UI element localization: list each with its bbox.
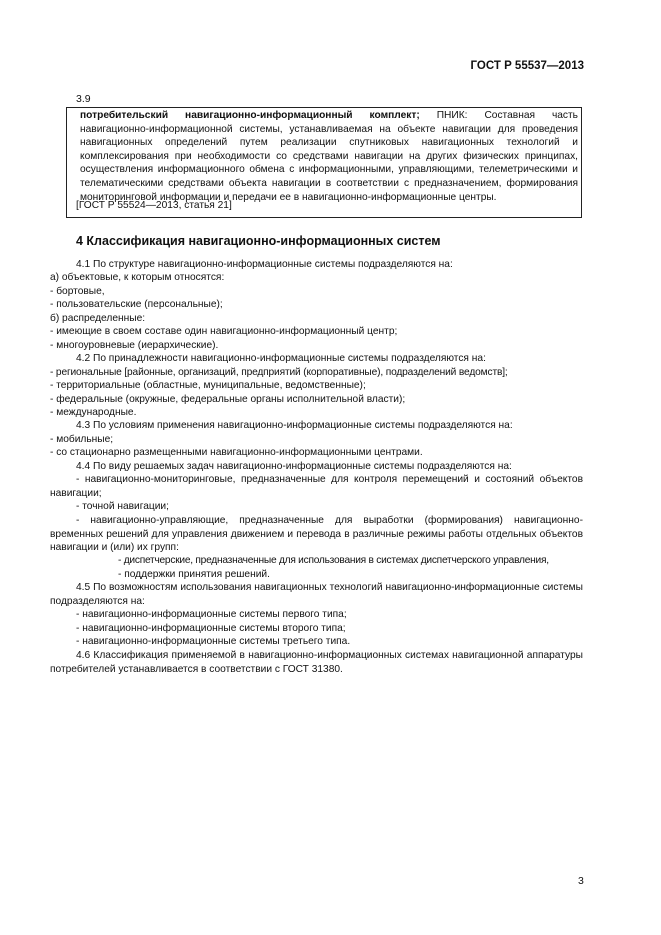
paragraph-line: - региональные [районные, организаций, предприятий (корпоративные), подразделений ведомств]; [50,367,508,378]
page-number: 3 [578,875,584,887]
paragraph-line: - навигационно-информационные системы первого типа; [76,609,347,620]
paragraph-line: - федеральные (окружные, федеральные органы исполнительной власти); [50,394,406,405]
paragraph-line: - территориальные (областные, муниципальные, ведомственные); [50,380,366,391]
paragraph-block: - навигационно-мониторинговые, предназначенные для контроля перемещений и состояний объектов навигации; [50,474,583,499]
paragraph-line: а) объектовые, к которым относятся: [50,272,225,283]
definition-number: 3.9 [76,93,91,105]
paragraph-line: - навигационно-информационные системы второго типа; [76,623,346,634]
paragraph-line: - имеющие в своем составе один навигационно-информационный центр; [50,326,398,337]
paragraph-line: 4.2 По принадлежности навигационно-информационные системы подразделяются на: [76,353,486,364]
section-title: 4 Классификация навигационно-информационных систем [76,234,441,248]
definition-term: потребительский навигационно-информационный комплект; [80,110,420,121]
paragraph-line: - многоуровневые (иерархические). [50,340,219,351]
paragraph-line: - со стационарно размещенными навигационно-информационными центрами. [50,447,423,458]
paragraph-line: - диспетчерские, предназначенные для использования в системах диспетчерского управления, [118,555,549,566]
paragraph-block: 4.6 Классификация применяемой в навигационно-информационных системах навигационной аппаратуры потребителей устанавливается в соответствии с ГОСТ 31380. [50,650,583,675]
paragraph-line: 4.4 По виду решаемых задач навигационно-информационные системы подразделяются на: [76,461,512,472]
paragraph-line: - бортовые, [50,286,105,297]
paragraph-block: - навигационно-управляющие, предназначенные для выработки (формирования) навигационно-временных решений для управления движением и перевода в различные режимы работы отдельных объектов навигации и (или) их групп: [50,515,583,553]
paragraph-line: б) распределенные: [50,313,146,324]
paragraph-line: 4.3 По условиям применения навигационно-информационные системы подразделяются на: [76,420,513,431]
paragraph-line: - пользовательские (персональные); [50,299,223,310]
definition-body: ПНИК: Составная часть навигационно-информационной системы, устанавливаемая на объекте навигации для проведения навигационных определений путем реализации спутниковых навигационных технологий и комплексирования при необходимости со средствами навигации на других физических принципах, осуществления информационного обмена с информационными, управляющими, телеметрическими и телематическими средствами объекта навигации в соответствии с предназначением, формирования мониторинговой информации и передачи ее в навигационно-информационные центры. [80,110,578,203]
document-header-id: ГОСТ Р 55537—2013 [470,60,584,72]
paragraph-line: - мобильные; [50,434,114,445]
paragraph-line: - международные. [50,407,137,418]
paragraph-block: 4.5 По возможностям использования навигационных технологий навигационно-информационные системы подразделяются на: [50,582,583,607]
paragraph-line: - поддержки принятия решений. [118,569,270,580]
paragraph-line: - точной навигации; [76,501,169,512]
definition-reference: [ГОСТ Р 55524—2013, статья 21] [76,200,232,211]
paragraph-line: 4.1 По структуре навигационно-информационные системы подразделяются на: [76,259,453,270]
paragraph-line: - навигационно-информационные системы третьего типа. [76,636,351,647]
definition-text [80,109,578,204]
